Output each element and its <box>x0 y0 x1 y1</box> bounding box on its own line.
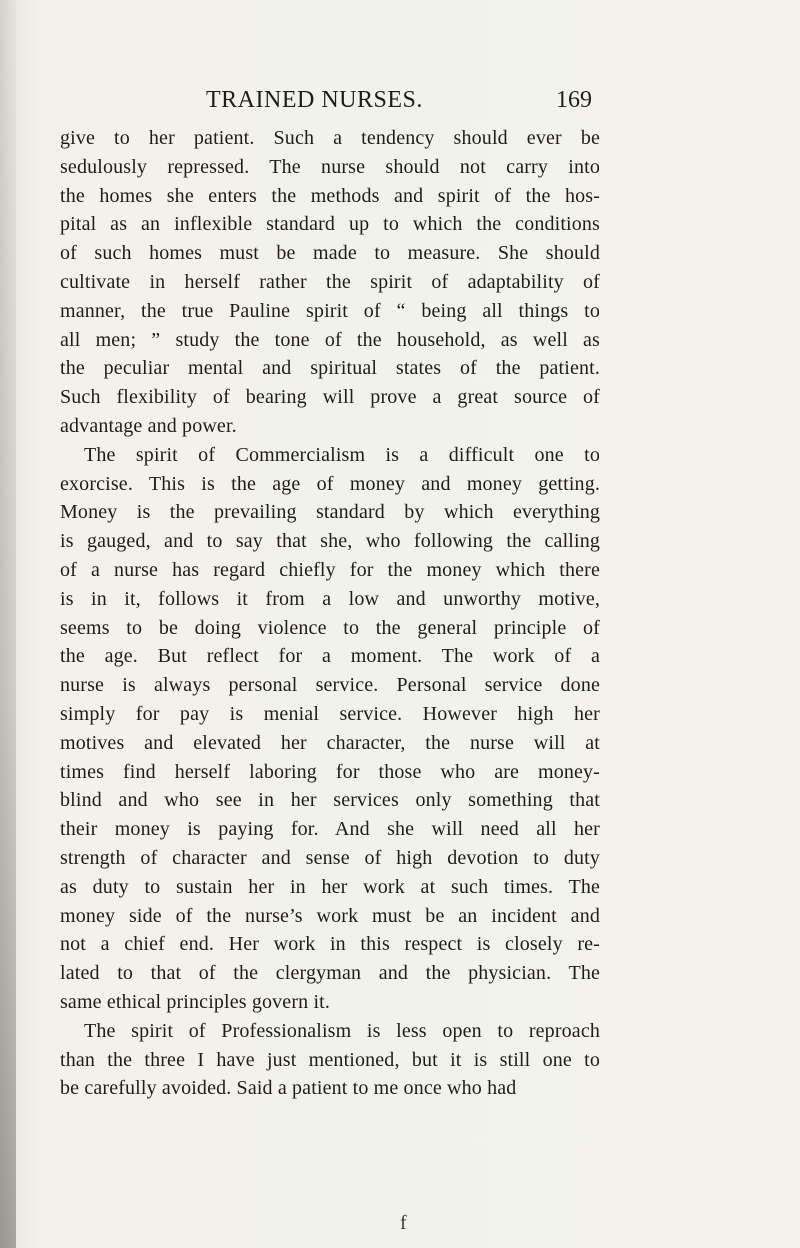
text-line: simply for pay is menial service. However high her <box>60 702 600 725</box>
page-gutter-shadow <box>0 0 16 1248</box>
text-line: money side of the nurse’s work must be an incident and <box>60 904 600 927</box>
text-line: nurse is always personal service. Personal service done <box>60 674 600 697</box>
text-line: lated to that of the clergyman and the physician. The <box>60 962 600 985</box>
text-line: sedulously repressed. The nurse should not carry into <box>60 155 600 178</box>
text-line: advantage and power. <box>60 414 237 437</box>
text-line: the age. But reflect for a moment. The work of a <box>60 645 600 668</box>
text-line: the homes she enters the methods and spirit of the hos- <box>60 184 600 207</box>
text-line: strength of character and sense of high devotion to duty <box>60 846 600 869</box>
page-mark: f <box>400 1212 407 1234</box>
text-line: exorcise. This is the age of money and money getting. <box>60 472 600 495</box>
text-line: The spirit of Professionalism is less open to reproach <box>84 1019 600 1042</box>
text-line: blind and who see in her services only something that <box>60 789 600 812</box>
text-line: is gauged, and to say that she, who following the calling <box>60 530 600 553</box>
text-line: The spirit of Commercialism is a difficult one to <box>84 443 600 466</box>
text-line: same ethical principles govern it. <box>60 990 331 1013</box>
text-line: of such homes must be made to measure. She should <box>60 242 600 265</box>
text-line: than the three I have just mentioned, but it is still one to <box>60 1048 600 1071</box>
text-line: not a chief end. Her work in this respect is closely re- <box>60 933 600 956</box>
text-line: give to her patient. Such a tendency should ever be <box>60 127 600 149</box>
text-line: as duty to sustain her in her work at such times. The <box>60 875 600 898</box>
text-line: pital as an inflexible standard up to which the conditions <box>60 213 600 236</box>
page-number: 169 <box>556 87 592 113</box>
text-line: their money is paying for. And she will need all her <box>60 818 600 841</box>
text-line: is in it, follows it from a low and unworthy motive, <box>60 587 600 610</box>
body-text <box>60 124 600 1103</box>
text-line: times find herself laboring for those who are money- <box>60 760 600 783</box>
text-line: all men; ” study the tone of the household, as well as <box>60 328 600 351</box>
running-head: TRAINED NURSES. <box>206 87 423 113</box>
text-line: of a nurse has regard chiefly for the money which there <box>60 558 600 581</box>
text-line: seems to be doing violence to the general principle of <box>60 616 600 639</box>
text-line: the peculiar mental and spiritual states of the patient. <box>60 357 600 380</box>
text-line: cultivate in herself rather the spirit of adaptability of <box>60 270 600 293</box>
text-line: Money is the prevailing standard by which everything <box>60 501 600 524</box>
text-line: manner, the true Pauline spirit of “ being all things to <box>60 299 600 322</box>
text-line: Such flexibility of bearing will prove a great source of <box>60 386 600 409</box>
text-line: motives and elevated her character, the nurse will at <box>60 731 600 754</box>
text-line: be carefully avoided. Said a patient to me once who had <box>60 1077 517 1100</box>
